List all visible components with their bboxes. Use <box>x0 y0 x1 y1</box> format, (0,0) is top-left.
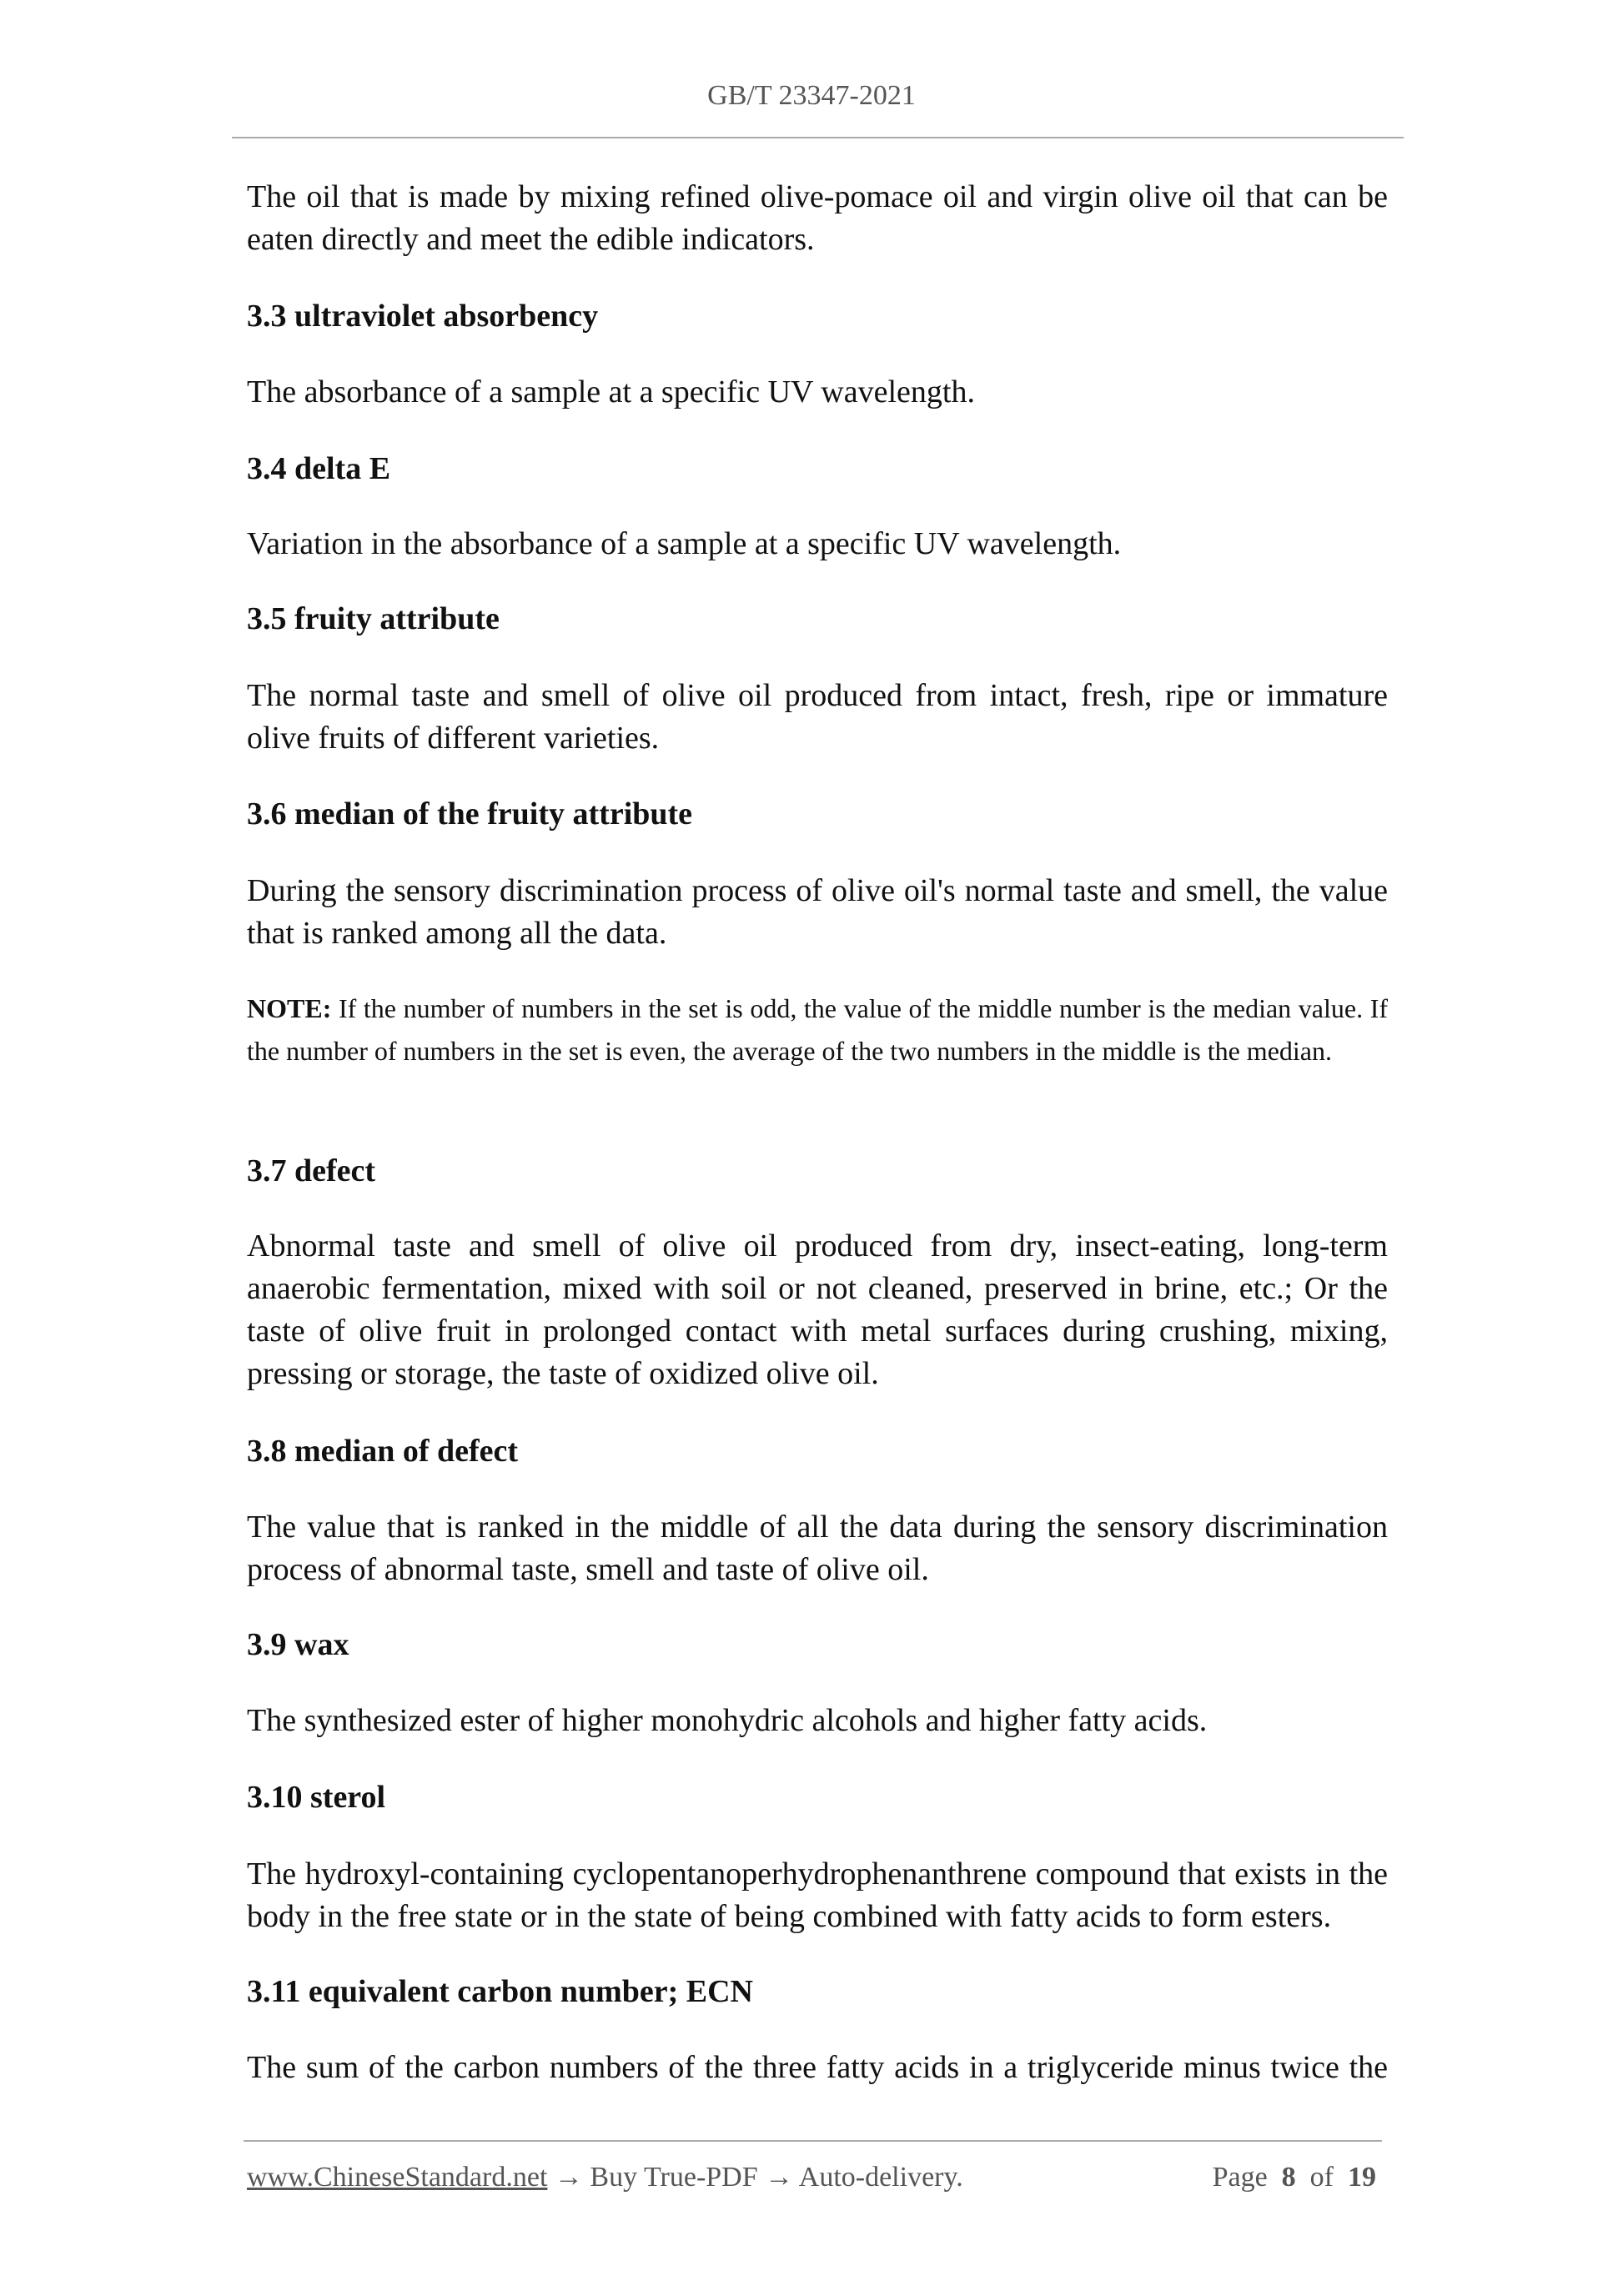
arrow-icon: → <box>765 2162 794 2193</box>
section-heading: 3.10 sterol <box>247 1780 386 1815</box>
section-text: The absorbance of a sample at a specific UV wavelength. <box>247 374 975 409</box>
section-heading: 3.11 equivalent carbon number; ECN <box>247 1974 753 2009</box>
of-label: of <box>1309 2162 1334 2193</box>
section-heading: 3.5 fruity attribute <box>247 601 500 636</box>
total-pages: 19 <box>1348 2162 1376 2193</box>
section-heading: 3.6 median of the fruity attribute <box>247 796 693 831</box>
footer <box>247 2162 1376 2193</box>
website-link[interactable]: www.ChineseStandard.net <box>247 2162 548 2193</box>
note-label: NOTE: <box>247 993 332 1023</box>
footer-promo <box>247 2162 963 2193</box>
note-text: If the number of numbers in the set is odd, the value of the middle number is the median value. If the number of numbers in the set is even, the average of the two numbers in the middle is the median. <box>247 993 1388 1066</box>
arrow-icon: → <box>554 2162 583 2193</box>
section-heading: 3.9 wax <box>247 1627 349 1662</box>
section-text: The normal taste and smell of olive oil produced from intact, fresh, ripe or immature olive fruits of different varieties. <box>247 678 1388 756</box>
header-divider <box>232 137 1404 138</box>
footer-divider <box>244 2140 1382 2142</box>
section-text: The synthesized ester of higher monohydric alcohols and higher fatty acids. <box>247 1703 1208 1738</box>
page-indicator <box>1213 2162 1376 2193</box>
document-id-header: GB/T 23347-2021 <box>707 80 916 111</box>
section-heading: 3.8 median of defect <box>247 1434 519 1469</box>
section-text: During the sensory discrimination process of olive oil's normal taste and smell, the value that is ranked among all the data. <box>247 873 1388 951</box>
section-text: Variation in the absorbance of a sample at a specific UV wavelength. <box>247 526 1122 561</box>
intro-paragraph: The oil that is made by mixing refined olive-pomace oil and virgin olive oil that can be eaten directly and meet the edible indicators. <box>247 179 1388 257</box>
section-heading: 3.7 defect <box>247 1153 376 1188</box>
page-number: 8 <box>1281 2162 1296 2193</box>
buy-text: Buy True-PDF <box>582 2162 766 2193</box>
section-text: The sum of the carbon numbers of the three fatty acids in a triglyceride minus twice the <box>247 2050 1388 2085</box>
section-heading: 3.4 delta E <box>247 451 391 486</box>
section-text: Abnormal taste and smell of olive oil produced from dry, insect-eating, long-term anaerobic fermentation, mixed with soil or not cleaned, preserved in brine, etc.; Or the taste of olive fruit in prolonged contact with metal surfaces during crushing, mixing, pressing or storage, the taste of oxidized olive oil. <box>247 1228 1388 1391</box>
section-text: The hydroxyl-containing cyclopentanoperhydrophenanthrene compound that exists in the body in the free state or in the state of being combined with fatty acids to form esters. <box>247 1856 1388 1934</box>
section-text: The value that is ranked in the middle of all the data during the sensory discrimination process of abnormal taste, smell and taste of olive oil. <box>247 1510 1388 1587</box>
page-label: Page <box>1212 2162 1268 2193</box>
section-heading: 3.3 ultraviolet absorbency <box>247 299 599 334</box>
note <box>247 987 1388 1073</box>
delivery-text: Auto-delivery. <box>793 2162 963 2193</box>
